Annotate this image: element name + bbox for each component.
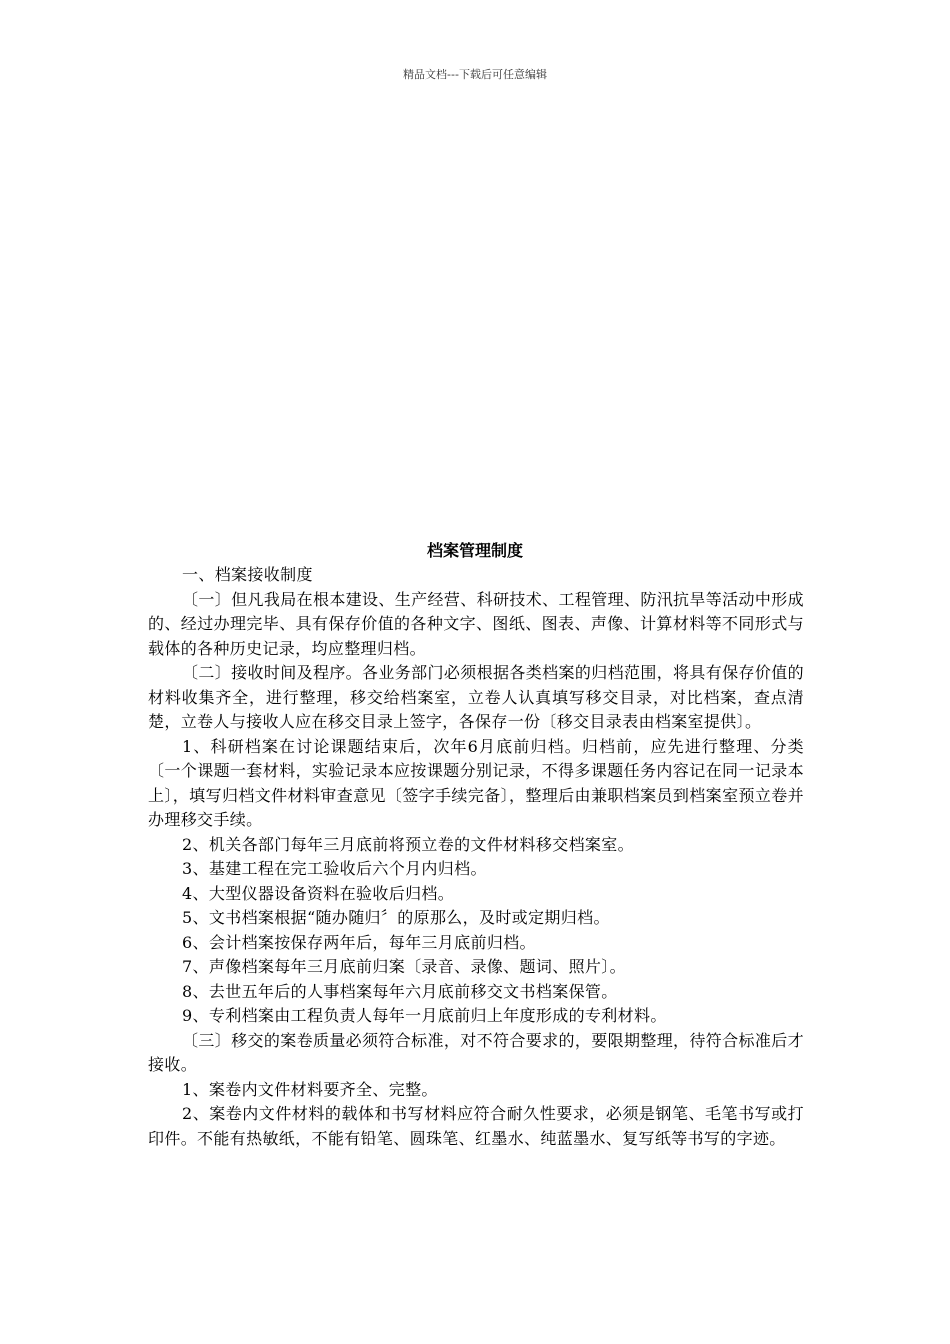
list-item: 4、大型仪器设备资料在验收后归档。 xyxy=(182,883,455,903)
list-item: 1、科研档案在讨论课题结束后，次年6月底前归档。归档前，应先进行整理、分类〔一个课题一套材料，实验记录本应按课题分别记录，不得多课题任务内容记在同一记录本上〕，填写归档文件材料审查意见〔签字手续完备〕，整理后由兼职档案员到档案室预立卷并办理移交手续。 xyxy=(148,736,804,829)
paragraph: 〔一〕但凡我局在根本建设、生产经营、科研技术、工程管理、防汛抗旱等活动中形成的、经过办理完毕、具有保存价值的各种文字、图纸、图表、声像、计算材料等不同形式与载体的各种历史记录，均应整理归档。 xyxy=(148,589,804,658)
document-body xyxy=(148,563,804,1151)
list-item: 1、案卷内文件材料要齐全、完整。 xyxy=(182,1079,438,1099)
section-heading: 一、档案接收制度 xyxy=(182,565,313,584)
list-item: 9、专利档案由工程负责人每年一月底前归上年度形成的专利材料。 xyxy=(182,1006,667,1025)
list-item: 2、机关各部门每年三月底前将预立卷的文件材料移交档案室。 xyxy=(182,834,634,854)
page-header: 精品文档---下载后可任意编辑 xyxy=(403,68,547,81)
list-item: 2、案卷内文件材料的载体和书写材料应符合耐久性要求，必须是钢笔、毛笔书写或打印件。不能有热敏纸，不能有铅笔、圆珠笔、红墨水、纯蓝墨水、复写纸等书写的字迹。 xyxy=(148,1104,804,1148)
list-item: 5、文书档案根据“随办随归〞的原那么，及时或定期归档。 xyxy=(182,908,610,927)
list-item: 6、会计档案按保存两年后，每年三月底前归档。 xyxy=(182,932,536,952)
list-item: 8、去世五年后的人事档案每年六月底前移交文书档案保管。 xyxy=(182,981,618,1001)
document-title: 档案管理制度 xyxy=(426,541,523,560)
paragraph: 〔三〕移交的案卷质量必须符合标准，对不符合要求的，要限期整理，待符合标准后才接收。 xyxy=(148,1030,804,1074)
list-item: 3、基建工程在完工验收后六个月内归档。 xyxy=(182,859,487,878)
list-item: 7、声像档案每年三月底前归案〔录音、录像、题词、照片〕。 xyxy=(182,957,626,976)
paragraph: 〔二〕接收时间及程序。各业务部门必须根据各类档案的归档范围，将具有保存价值的材料收集齐全，进行整理，移交给档案室，立卷人认真填写移交目录，对比档案，查点清楚，立卷人与接收人应在移交目录上签字，各保存一份〔移交目录表由档案室提供〕。 xyxy=(148,663,804,731)
